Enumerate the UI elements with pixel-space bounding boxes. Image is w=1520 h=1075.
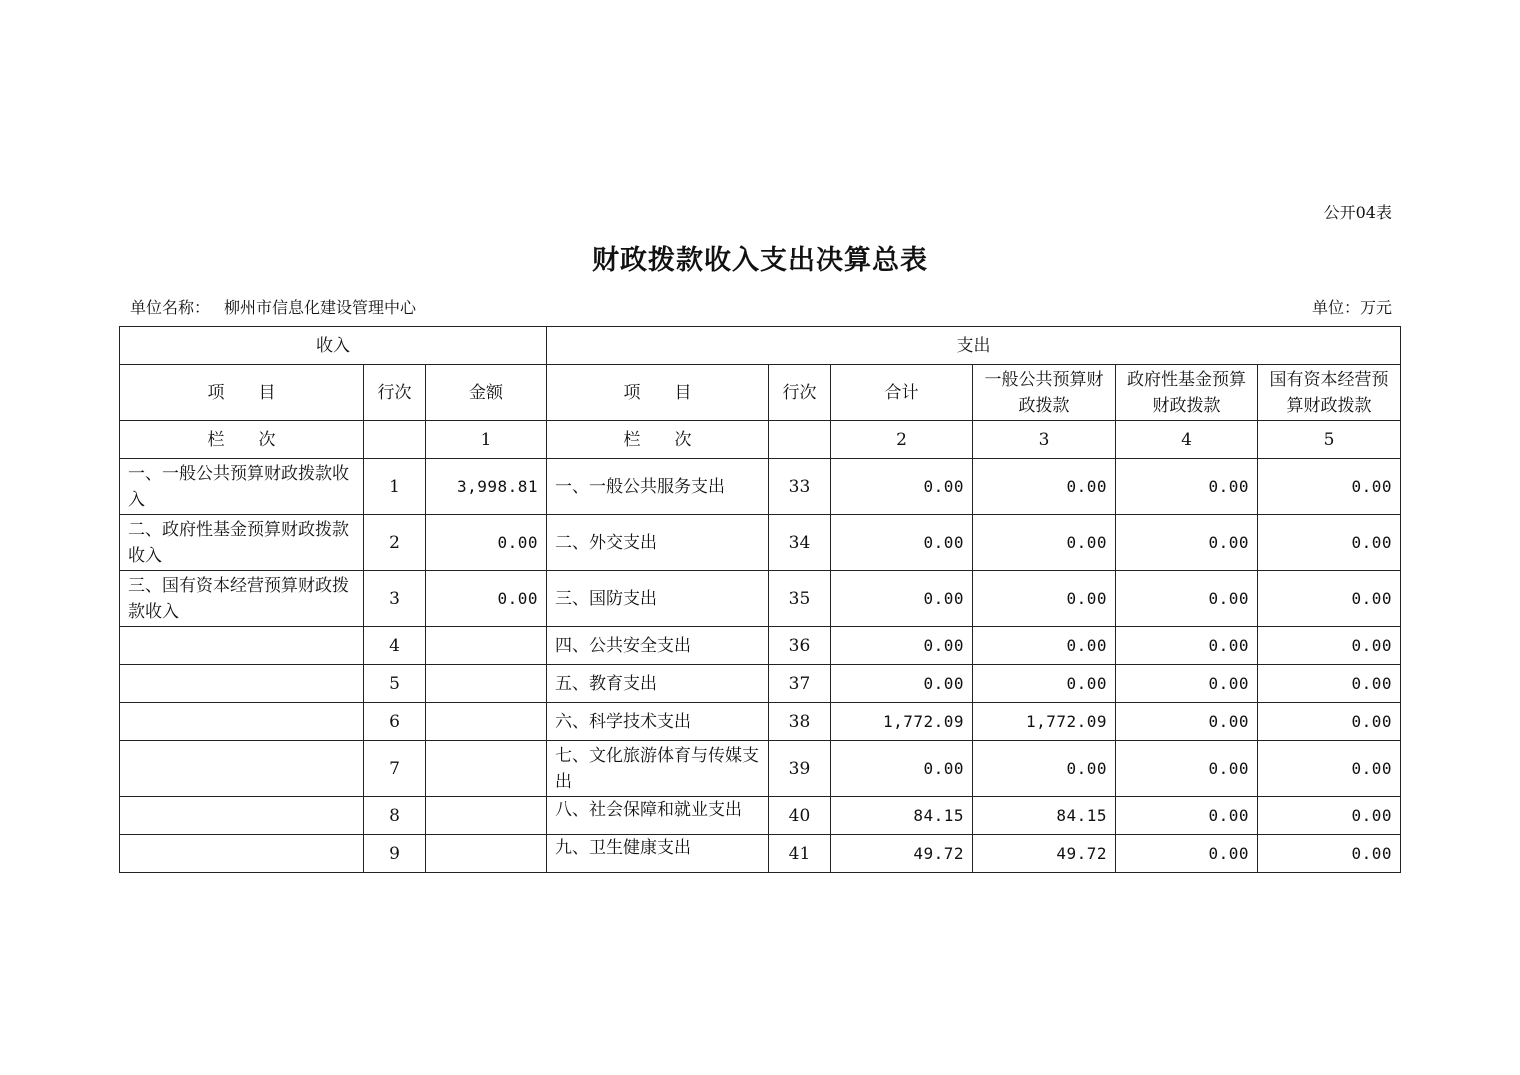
gov-fund-cell: 0.00 — [1116, 797, 1258, 835]
income-line-no-cell: 9 — [364, 835, 426, 873]
income-item-cell — [120, 703, 364, 741]
income-amount-cell — [426, 665, 547, 703]
general-budget-cell: 0.00 — [973, 515, 1116, 571]
income-item-cell: 二、政府性基金预算财政拨款收入 — [120, 515, 364, 571]
expense-total-cell: 49.72 — [831, 835, 973, 873]
table-row — [120, 515, 1401, 571]
state-capital-cell: 0.00 — [1258, 627, 1401, 665]
table-row — [120, 741, 1401, 797]
column-header-row — [120, 365, 1401, 421]
gov-fund-cell: 0.00 — [1116, 703, 1258, 741]
income-line-no-cell: 7 — [364, 741, 426, 797]
table-row — [120, 703, 1401, 741]
expense-total-cell: 0.00 — [831, 665, 973, 703]
gov-fund-cell: 0.00 — [1116, 665, 1258, 703]
general-budget-cell: 0.00 — [973, 627, 1116, 665]
table-row — [120, 665, 1401, 703]
expense-item-cell: 五、教育支出 — [547, 665, 769, 703]
table-row — [120, 571, 1401, 627]
income-index-blank — [364, 421, 426, 459]
state-capital-cell: 0.00 — [1258, 459, 1401, 515]
fund-index: 4 — [1116, 421, 1258, 459]
expense-item-cell: 三、国防支出 — [547, 571, 769, 627]
income-item-cell: 三、国有资本经营预算财政拨款收入 — [120, 571, 364, 627]
expense-total-cell: 1,772.09 — [831, 703, 973, 741]
state-capital-cell: 0.00 — [1258, 703, 1401, 741]
expense-total-cell: 0.00 — [831, 459, 973, 515]
income-amount-cell — [426, 741, 547, 797]
state-capital-cell: 0.00 — [1258, 665, 1401, 703]
income-amount-cell: 0.00 — [426, 571, 547, 627]
table-row — [120, 459, 1401, 515]
income-item-cell — [120, 665, 364, 703]
income-amount-cell — [426, 627, 547, 665]
expense-total-cell: 0.00 — [831, 741, 973, 797]
expense-line-no-cell: 39 — [769, 741, 831, 797]
table-row — [120, 797, 1401, 835]
general-budget-cell: 0.00 — [973, 459, 1116, 515]
general-budget-cell: 0.00 — [973, 665, 1116, 703]
expense-line-no-cell: 36 — [769, 627, 831, 665]
table-row — [120, 627, 1401, 665]
expense-line-no-cell: 37 — [769, 665, 831, 703]
state-capital-header: 国有资本经营预算财政拨款 — [1258, 365, 1401, 421]
state-capital-cell: 0.00 — [1258, 835, 1401, 873]
general-budget-cell: 0.00 — [973, 571, 1116, 627]
gov-fund-header: 政府性基金预算财政拨款 — [1116, 365, 1258, 421]
expense-line-no-cell: 40 — [769, 797, 831, 835]
gov-fund-cell: 0.00 — [1116, 741, 1258, 797]
income-item-header: 项 目 — [120, 365, 364, 421]
income-line-no-cell: 4 — [364, 627, 426, 665]
total-index: 2 — [831, 421, 973, 459]
income-index-label: 栏 次 — [120, 421, 364, 459]
expense-line-no-cell: 41 — [769, 835, 831, 873]
expense-item-cell: 九、卫生健康支出 — [547, 835, 769, 873]
income-amount-cell: 0.00 — [426, 515, 547, 571]
income-item-cell: 一、一般公共预算财政拨款收入 — [120, 459, 364, 515]
general-budget-header: 一般公共预算财政拨款 — [973, 365, 1116, 421]
expense-item-cell: 一、一般公共服务支出 — [547, 459, 769, 515]
income-line-no-cell: 6 — [364, 703, 426, 741]
gov-fund-cell: 0.00 — [1116, 571, 1258, 627]
income-item-cell — [120, 627, 364, 665]
income-line-no-header: 行次 — [364, 365, 426, 421]
expense-total-cell: 0.00 — [831, 571, 973, 627]
income-line-no-cell: 5 — [364, 665, 426, 703]
expense-item-cell: 七、文化旅游体育与传媒支出 — [547, 741, 769, 797]
expense-index-label: 栏 次 — [547, 421, 769, 459]
currency-unit: 单位：万元 — [1311, 298, 1392, 317]
table-row — [120, 835, 1401, 873]
expense-item-cell: 二、外交支出 — [547, 515, 769, 571]
unit-name-value: 柳州市信息化建设管理中心 — [224, 298, 417, 317]
unit-name-label: 单位名称： — [130, 298, 211, 317]
state-capital-cell: 0.00 — [1258, 797, 1401, 835]
form-code: 公开04表 — [1323, 203, 1392, 222]
state-index: 5 — [1258, 421, 1401, 459]
expense-line-no-header: 行次 — [769, 365, 831, 421]
gov-fund-cell: 0.00 — [1116, 835, 1258, 873]
income-line-no-cell: 3 — [364, 571, 426, 627]
income-item-cell — [120, 741, 364, 797]
expense-item-cell: 六、科学技术支出 — [547, 703, 769, 741]
expense-line-no-cell: 33 — [769, 459, 831, 515]
gov-fund-cell: 0.00 — [1116, 459, 1258, 515]
unit-name-line — [130, 295, 416, 318]
general-budget-cell: 0.00 — [973, 741, 1116, 797]
income-section-header: 收入 — [120, 327, 547, 365]
budget-table — [119, 326, 1401, 873]
expense-total-cell: 84.15 — [831, 797, 973, 835]
expense-total-header: 合计 — [831, 365, 973, 421]
general-budget-cell: 49.72 — [973, 835, 1116, 873]
income-line-no-cell: 1 — [364, 459, 426, 515]
page-title: 财政拨款收入支出决算总表 — [592, 245, 928, 276]
income-item-cell — [120, 797, 364, 835]
income-amount-cell — [426, 835, 547, 873]
gov-fund-cell: 0.00 — [1116, 627, 1258, 665]
expense-item-cell: 四、公共安全支出 — [547, 627, 769, 665]
state-capital-cell: 0.00 — [1258, 571, 1401, 627]
gov-fund-cell: 0.00 — [1116, 515, 1258, 571]
income-amount-header: 金额 — [426, 365, 547, 421]
section-header-row — [120, 327, 1401, 365]
expense-index-blank — [769, 421, 831, 459]
general-index: 3 — [973, 421, 1116, 459]
expense-total-cell: 0.00 — [831, 627, 973, 665]
income-line-no-cell: 8 — [364, 797, 426, 835]
income-amount-cell: 3,998.81 — [426, 459, 547, 515]
expense-item-cell: 八、社会保障和就业支出 — [547, 797, 769, 835]
income-amount-index: 1 — [426, 421, 547, 459]
state-capital-cell: 0.00 — [1258, 741, 1401, 797]
expense-line-no-cell: 38 — [769, 703, 831, 741]
state-capital-cell: 0.00 — [1258, 515, 1401, 571]
expense-line-no-cell: 34 — [769, 515, 831, 571]
income-amount-cell — [426, 703, 547, 741]
income-line-no-cell: 2 — [364, 515, 426, 571]
column-index-row — [120, 421, 1401, 459]
general-budget-cell: 84.15 — [973, 797, 1116, 835]
income-amount-cell — [426, 797, 547, 835]
expense-item-header: 项 目 — [547, 365, 769, 421]
expense-section-header: 支出 — [547, 327, 1401, 365]
income-item-cell — [120, 835, 364, 873]
expense-line-no-cell: 35 — [769, 571, 831, 627]
general-budget-cell: 1,772.09 — [973, 703, 1116, 741]
expense-total-cell: 0.00 — [831, 515, 973, 571]
